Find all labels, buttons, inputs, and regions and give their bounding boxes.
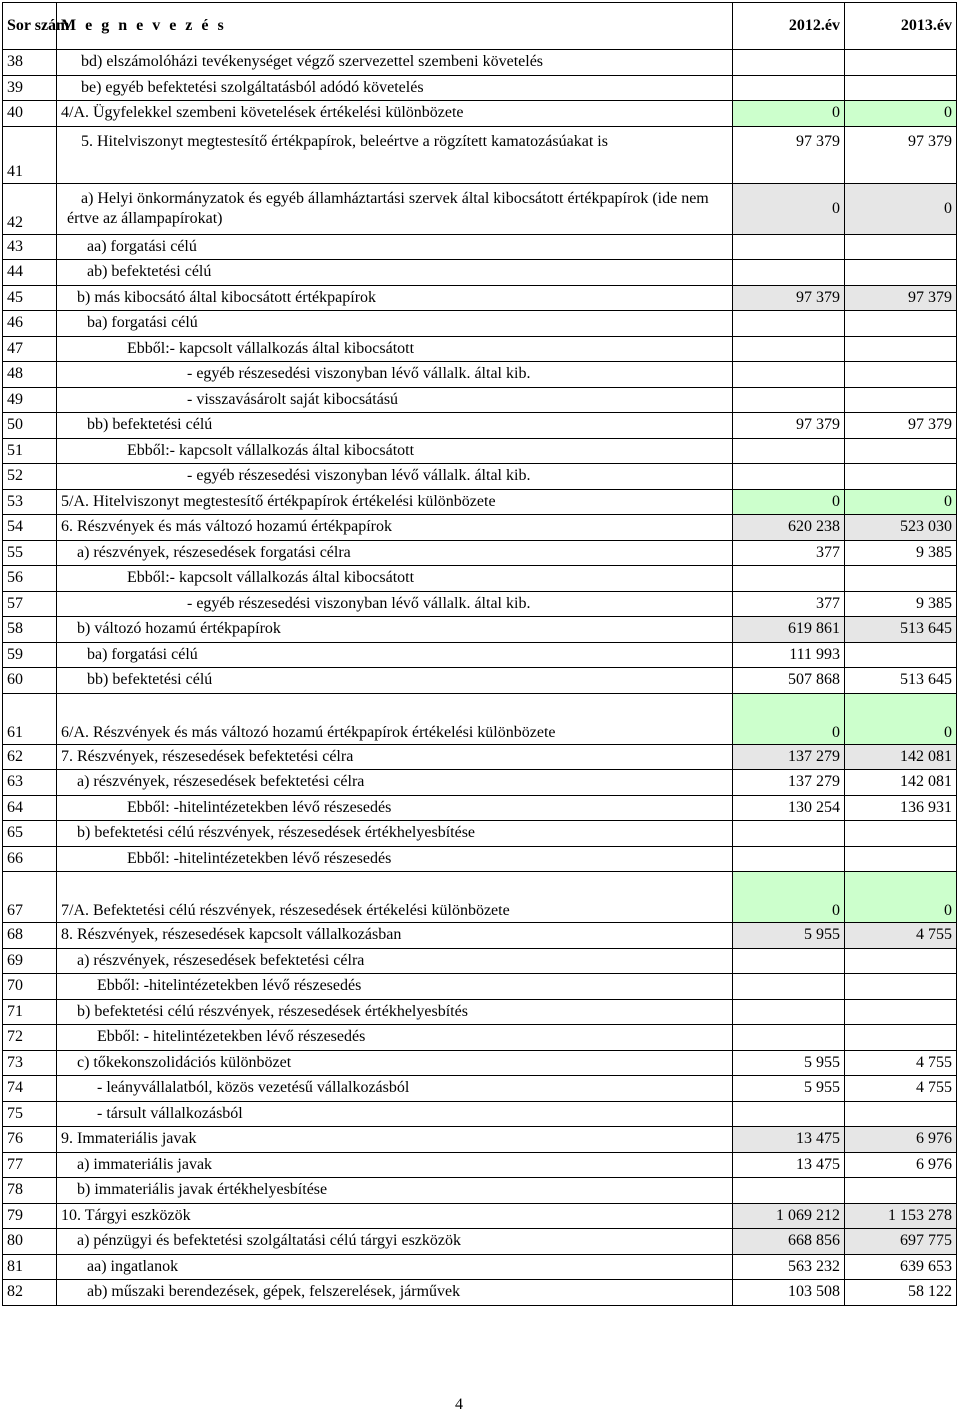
- row-number: 48: [3, 362, 57, 388]
- row-description: a) részvények, részesedések befektetési célra: [57, 770, 733, 796]
- page-number: 4: [455, 1396, 463, 1413]
- value-2012: 111 993: [733, 642, 845, 668]
- value-2013: [845, 1101, 957, 1127]
- value-2013: [845, 260, 957, 286]
- row-number: 75: [3, 1101, 57, 1127]
- row-description: a) pénzügyi és befektetési szolgáltatási célú tárgyi eszközök: [57, 1229, 733, 1255]
- table-row: [3, 1254, 957, 1280]
- row-description: a) Helyi önkormányzatok és egyéb államháztartási szervek által kibocsátott értékpapírok (ide nem értve az állampapírokat): [57, 183, 733, 234]
- table-row: [3, 744, 957, 770]
- row-number: 42: [3, 183, 57, 234]
- table-row: [3, 50, 957, 76]
- value-2012: 668 856: [733, 1229, 845, 1255]
- row-number: 56: [3, 566, 57, 592]
- table-row: [3, 1127, 957, 1153]
- value-2012: 0: [733, 489, 845, 515]
- value-2013: [845, 821, 957, 847]
- row-description: Ebből: -hitelintézetekben lévő részesedés: [57, 974, 733, 1000]
- table-row: [3, 464, 957, 490]
- row-number: 72: [3, 1025, 57, 1051]
- value-2012: 5 955: [733, 1050, 845, 1076]
- row-number: 43: [3, 234, 57, 260]
- value-2013: [845, 464, 957, 490]
- table-row: [3, 515, 957, 541]
- table-row: [3, 75, 957, 101]
- row-description: a) részvények, részesedések forgatási célra: [57, 540, 733, 566]
- table-row: [3, 872, 957, 923]
- value-2012: 97 379: [733, 413, 845, 439]
- table-row: [3, 311, 957, 337]
- row-number: 82: [3, 1280, 57, 1306]
- table-row: [3, 846, 957, 872]
- table-row: [3, 1076, 957, 1102]
- value-2013: 6 976: [845, 1152, 957, 1178]
- value-2013: 0: [845, 101, 957, 127]
- row-number: 52: [3, 464, 57, 490]
- value-2013: [845, 846, 957, 872]
- row-number: 70: [3, 974, 57, 1000]
- value-2013: 97 379: [845, 285, 957, 311]
- value-2012: [733, 75, 845, 101]
- row-description: bb) befektetési célú: [57, 413, 733, 439]
- table-row: [3, 362, 957, 388]
- value-2012: 13 475: [733, 1127, 845, 1153]
- row-description: Ebből:- kapcsolt vállalkozás által kibocsátott: [57, 438, 733, 464]
- row-number: 47: [3, 336, 57, 362]
- value-2013: 4 755: [845, 1076, 957, 1102]
- row-description: - egyéb részesedési viszonyban lévő vállalk. által kib.: [57, 464, 733, 490]
- value-2012: 103 508: [733, 1280, 845, 1306]
- table-row: [3, 591, 957, 617]
- value-2012: 620 238: [733, 515, 845, 541]
- value-2012: 507 868: [733, 668, 845, 694]
- row-number: 61: [3, 693, 57, 744]
- table-row: [3, 1050, 957, 1076]
- value-2013: 0: [845, 693, 957, 744]
- value-2012: [733, 234, 845, 260]
- row-number: 66: [3, 846, 57, 872]
- row-number: 44: [3, 260, 57, 286]
- row-number: 78: [3, 1178, 57, 1204]
- table-row: [3, 923, 957, 949]
- row-number: 59: [3, 642, 57, 668]
- row-number: 57: [3, 591, 57, 617]
- value-2013: 0: [845, 183, 957, 234]
- row-number: 64: [3, 795, 57, 821]
- row-number: 63: [3, 770, 57, 796]
- row-number: 67: [3, 872, 57, 923]
- row-number: 77: [3, 1152, 57, 1178]
- value-2012: 377: [733, 540, 845, 566]
- value-2012: 377: [733, 591, 845, 617]
- row-number: 54: [3, 515, 57, 541]
- value-2012: 619 861: [733, 617, 845, 643]
- row-number: 69: [3, 948, 57, 974]
- value-2012: [733, 438, 845, 464]
- row-description: a) immateriális javak: [57, 1152, 733, 1178]
- value-2012: 1 069 212: [733, 1203, 845, 1229]
- header-year-2012: 2012.év: [733, 3, 845, 50]
- table-row: [3, 387, 957, 413]
- value-2012: 97 379: [733, 285, 845, 311]
- value-2013: [845, 1025, 957, 1051]
- value-2012: 0: [733, 183, 845, 234]
- value-2012: [733, 566, 845, 592]
- value-2013: [845, 75, 957, 101]
- row-number: 46: [3, 311, 57, 337]
- value-2012: 5 955: [733, 1076, 845, 1102]
- row-description: bb) befektetési célú: [57, 668, 733, 694]
- value-2013: [845, 1178, 957, 1204]
- table-header-row: [3, 3, 957, 50]
- value-2013: 4 755: [845, 923, 957, 949]
- value-2013: [845, 974, 957, 1000]
- value-2013: 697 775: [845, 1229, 957, 1255]
- row-number: 58: [3, 617, 57, 643]
- row-description: 6/A. Részvények és más változó hozamú értékpapírok értékelési különbözete: [57, 693, 733, 744]
- value-2012: [733, 1025, 845, 1051]
- value-2013: [845, 311, 957, 337]
- row-number: 39: [3, 75, 57, 101]
- table-row: [3, 1152, 957, 1178]
- row-number: 73: [3, 1050, 57, 1076]
- row-description: Ebből: -hitelintézetekben lévő részesedés: [57, 846, 733, 872]
- row-description: 6. Részvények és más változó hozamú értékpapírok: [57, 515, 733, 541]
- row-number: 40: [3, 101, 57, 127]
- row-description: b) immateriális javak értékhelyesbítése: [57, 1178, 733, 1204]
- row-description: 7. Részvények, részesedések befektetési célra: [57, 744, 733, 770]
- value-2012: 13 475: [733, 1152, 845, 1178]
- row-description: - egyéb részesedési viszonyban lévő vállalk. által kib.: [57, 362, 733, 388]
- value-2012: 0: [733, 872, 845, 923]
- value-2013: 9 385: [845, 540, 957, 566]
- row-description: - egyéb részesedési viszonyban lévő vállalk. által kib.: [57, 591, 733, 617]
- value-2012: [733, 1101, 845, 1127]
- row-number: 76: [3, 1127, 57, 1153]
- value-2013: 97 379: [845, 126, 957, 183]
- value-2012: [733, 311, 845, 337]
- row-number: 62: [3, 744, 57, 770]
- value-2013: 513 645: [845, 617, 957, 643]
- table-row: [3, 948, 957, 974]
- row-number: 68: [3, 923, 57, 949]
- table-row: [3, 1229, 957, 1255]
- row-description: c) tőkekonszolidációs különbözet: [57, 1050, 733, 1076]
- row-description: 8. Részvények, részesedések kapcsolt vállalkozásban: [57, 923, 733, 949]
- value-2012: 0: [733, 101, 845, 127]
- value-2012: 563 232: [733, 1254, 845, 1280]
- row-number: 71: [3, 999, 57, 1025]
- table-row: [3, 1178, 957, 1204]
- value-2012: [733, 999, 845, 1025]
- row-description: be) egyéb befektetési szolgáltatásból adódó követelés: [57, 75, 733, 101]
- row-description: bd) elszámolóházi tevékenységet végző szervezettel szembeni követelés: [57, 50, 733, 76]
- table-row: [3, 642, 957, 668]
- value-2013: 136 931: [845, 795, 957, 821]
- table-row: [3, 693, 957, 744]
- value-2012: [733, 948, 845, 974]
- table-row: [3, 126, 957, 183]
- value-2012: [733, 821, 845, 847]
- value-2013: [845, 999, 957, 1025]
- table-row: [3, 974, 957, 1000]
- row-number: 81: [3, 1254, 57, 1280]
- row-number: 79: [3, 1203, 57, 1229]
- table-row: [3, 489, 957, 515]
- value-2013: [845, 642, 957, 668]
- value-2013: 142 081: [845, 770, 957, 796]
- row-number: 60: [3, 668, 57, 694]
- value-2013: 58 122: [845, 1280, 957, 1306]
- value-2012: 97 379: [733, 126, 845, 183]
- row-description: b) befektetési célú részvények, részesedések értékhelyesbítése: [57, 821, 733, 847]
- row-description: 5/A. Hitelviszonyt megtestesítő értékpapírok értékelési különbözete: [57, 489, 733, 515]
- row-number: 80: [3, 1229, 57, 1255]
- table-row: [3, 260, 957, 286]
- balance-sheet-table: [2, 2, 957, 1306]
- row-description: - társult vállalkozásból: [57, 1101, 733, 1127]
- value-2012: 137 279: [733, 744, 845, 770]
- value-2013: 1 153 278: [845, 1203, 957, 1229]
- table-row: [3, 668, 957, 694]
- table-row: [3, 1203, 957, 1229]
- value-2013: 6 976: [845, 1127, 957, 1153]
- row-description: ba) forgatási célú: [57, 311, 733, 337]
- table-row: [3, 1025, 957, 1051]
- row-description: 4/A. Ügyfelekkel szembeni követelések értékelési különbözete: [57, 101, 733, 127]
- table-row: [3, 438, 957, 464]
- table-row: [3, 336, 957, 362]
- value-2013: [845, 234, 957, 260]
- row-description: ba) forgatási célú: [57, 642, 733, 668]
- table-row: [3, 617, 957, 643]
- header-year-2013: 2013.év: [845, 3, 957, 50]
- value-2012: [733, 974, 845, 1000]
- value-2012: [733, 260, 845, 286]
- value-2012: 130 254: [733, 795, 845, 821]
- value-2013: [845, 387, 957, 413]
- value-2013: 0: [845, 489, 957, 515]
- value-2013: [845, 438, 957, 464]
- value-2013: 9 385: [845, 591, 957, 617]
- table-row: [3, 183, 957, 234]
- table-row: [3, 234, 957, 260]
- row-description: Ebből:- kapcsolt vállalkozás által kibocsátott: [57, 566, 733, 592]
- header-description: M e g n e v e z é s: [57, 3, 733, 50]
- row-number: 51: [3, 438, 57, 464]
- value-2013: [845, 336, 957, 362]
- value-2013: 0: [845, 872, 957, 923]
- value-2012: 137 279: [733, 770, 845, 796]
- row-description: b) változó hozamú értékpapírok: [57, 617, 733, 643]
- row-description: 10. Tárgyi eszközök: [57, 1203, 733, 1229]
- row-description: Ebből: -hitelintézetekben lévő részesedés: [57, 795, 733, 821]
- value-2013: 142 081: [845, 744, 957, 770]
- row-description: Ebből:- kapcsolt vállalkozás által kibocsátott: [57, 336, 733, 362]
- row-description: Ebből: - hitelintézetekben lévő részesedés: [57, 1025, 733, 1051]
- row-number: 74: [3, 1076, 57, 1102]
- header-row-number: Sor szám: [3, 3, 57, 50]
- table-row: [3, 770, 957, 796]
- row-description: 5. Hitelviszonyt megtestesítő értékpapírok, beleértve a rögzített kamatozásúakat is: [57, 126, 733, 183]
- value-2012: 5 955: [733, 923, 845, 949]
- row-description: - visszavásárolt saját kibocsátású: [57, 387, 733, 413]
- value-2012: [733, 846, 845, 872]
- value-2012: [733, 362, 845, 388]
- row-description: aa) ingatlanok: [57, 1254, 733, 1280]
- value-2012: 0: [733, 693, 845, 744]
- value-2012: [733, 464, 845, 490]
- value-2013: 4 755: [845, 1050, 957, 1076]
- row-description: ab) műszaki berendezések, gépek, felszerelések, járművek: [57, 1280, 733, 1306]
- value-2013: [845, 948, 957, 974]
- row-description: a) részvények, részesedések befektetési célra: [57, 948, 733, 974]
- row-description: - leányvállalatból, közös vezetésű vállalkozásból: [57, 1076, 733, 1102]
- table-row: [3, 540, 957, 566]
- table-row: [3, 821, 957, 847]
- table-row: [3, 101, 957, 127]
- value-2013: [845, 566, 957, 592]
- row-number: 55: [3, 540, 57, 566]
- table-row: [3, 413, 957, 439]
- row-number: 50: [3, 413, 57, 439]
- value-2013: [845, 362, 957, 388]
- value-2013: 97 379: [845, 413, 957, 439]
- value-2013: [845, 50, 957, 76]
- row-number: 38: [3, 50, 57, 76]
- row-number: 45: [3, 285, 57, 311]
- value-2013: 523 030: [845, 515, 957, 541]
- row-description: 7/A. Befektetési célú részvények, részesedések értékelési különbözete: [57, 872, 733, 923]
- table-row: [3, 1101, 957, 1127]
- row-description: b) befektetési célú részvények, részesedések értékhelyesbítés: [57, 999, 733, 1025]
- value-2012: [733, 336, 845, 362]
- row-description: aa) forgatási célú: [57, 234, 733, 260]
- row-number: 41: [3, 126, 57, 183]
- table-row: [3, 566, 957, 592]
- value-2012: [733, 50, 845, 76]
- value-2013: 639 653: [845, 1254, 957, 1280]
- row-description: ab) befektetési célú: [57, 260, 733, 286]
- value-2012: [733, 1178, 845, 1204]
- value-2013: 513 645: [845, 668, 957, 694]
- table-row: [3, 999, 957, 1025]
- row-number: 65: [3, 821, 57, 847]
- table-row: [3, 795, 957, 821]
- row-description: 9. Immateriális javak: [57, 1127, 733, 1153]
- table-row: [3, 1280, 957, 1306]
- value-2012: [733, 387, 845, 413]
- table-row: [3, 285, 957, 311]
- row-number: 53: [3, 489, 57, 515]
- row-number: 49: [3, 387, 57, 413]
- row-description: b) más kibocsátó által kibocsátott értékpapírok: [57, 285, 733, 311]
